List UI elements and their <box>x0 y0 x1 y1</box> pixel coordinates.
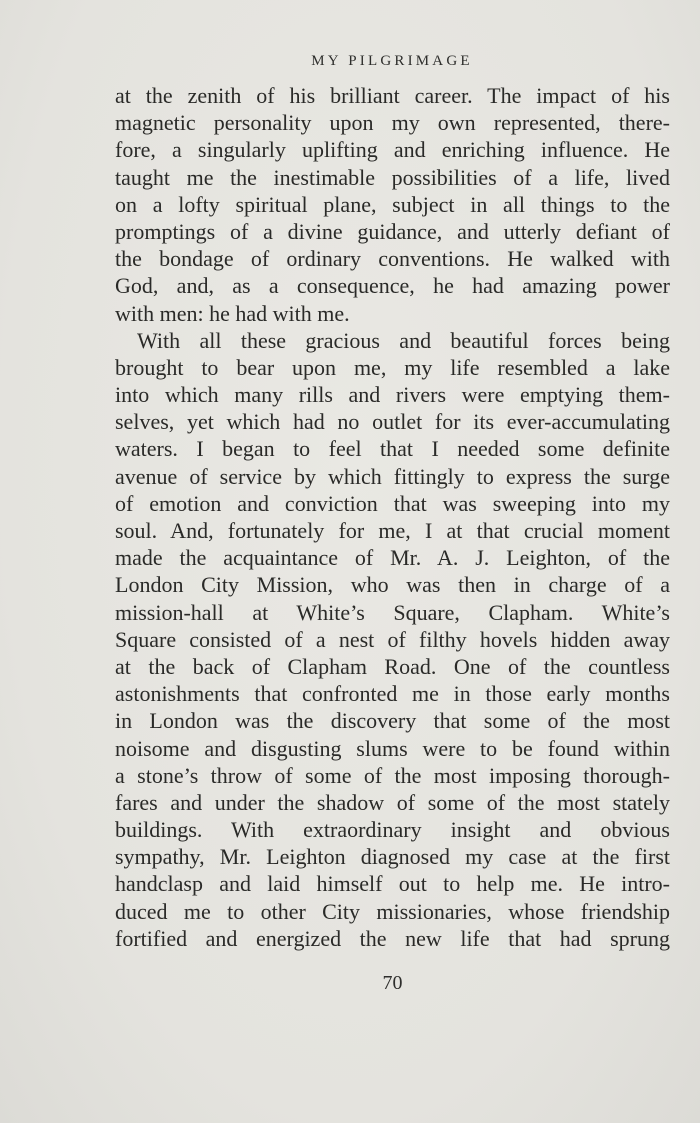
text-line: at the zenith of his brilliant career. The impact of his <box>115 83 670 108</box>
text-line: fortified and energized the new life that had sprung <box>115 925 670 951</box>
text-line: selves, yet which had no outlet for its ever-accumulating <box>115 409 670 435</box>
text-line: on a lofty spiritual plane, subject in all things to the <box>115 191 670 217</box>
text-line: noisome and disgusting slums were to be found within <box>115 735 670 761</box>
text-line: into which many rills and rivers were emptying them- <box>115 382 670 408</box>
text-line: God, and, as a consequence, he had amazing power <box>115 273 670 299</box>
text-line: astonishments that confronted me in those early months <box>115 681 670 707</box>
text-line: promptings of a divine guidance, and utterly defiant of <box>115 218 670 244</box>
text-line: made the acquaintance of Mr. A. J. Leighton, of the <box>115 545 670 571</box>
text-line: in London was the discovery that some of the most <box>115 708 670 734</box>
running-head: MY PILGRIMAGE <box>311 53 473 69</box>
text-line: mission-hall at White’s Square, Clapham. White’s <box>115 599 670 625</box>
text-line: avenue of service by which fittingly to express the surge <box>115 463 670 489</box>
text-line: waters. I began to feel that I needed some definite <box>115 436 670 462</box>
text-line: sympathy, Mr. Leighton diagnosed my case at the first <box>115 844 670 870</box>
text-line: With all these gracious and beautiful forces being <box>137 327 670 353</box>
text-line: at the back of Clapham Road. One of the countless <box>115 653 670 679</box>
text-line: duced me to other City missionaries, whose friendship <box>115 898 670 924</box>
text-line: a stone’s throw of some of the most imposing thorough- <box>115 762 670 788</box>
text-line: buildings. With extraordinary insight and obvious <box>115 817 670 843</box>
text-line: soul. And, fortunately for me, I at that crucial moment <box>115 518 670 543</box>
text-line: the bondage of ordinary conventions. He walked with <box>115 246 670 272</box>
text-line: London City Mission, who was then in charge of a <box>115 572 670 598</box>
text-line: Square consisted of a nest of filthy hovels hidden away <box>115 626 670 652</box>
text-line: fore, a singularly uplifting and enriching influence. He <box>115 137 670 163</box>
page-number: 70 <box>382 972 403 994</box>
text-line: magnetic personality upon my own represented, there- <box>115 110 670 136</box>
text-line: fares and under the shadow of some of the most stately <box>115 789 670 815</box>
text-line: brought to bear upon me, my life resembled a lake <box>115 354 670 380</box>
text-line: taught me the inestimable possibilities of a life, lived <box>115 164 670 190</box>
text-line: with men: he had with me. <box>115 300 350 326</box>
text-line: of emotion and conviction that was sweeping into my <box>115 490 670 516</box>
body-text <box>115 82 670 952</box>
text-line: handclasp and laid himself out to help me. He intro- <box>115 871 670 897</box>
